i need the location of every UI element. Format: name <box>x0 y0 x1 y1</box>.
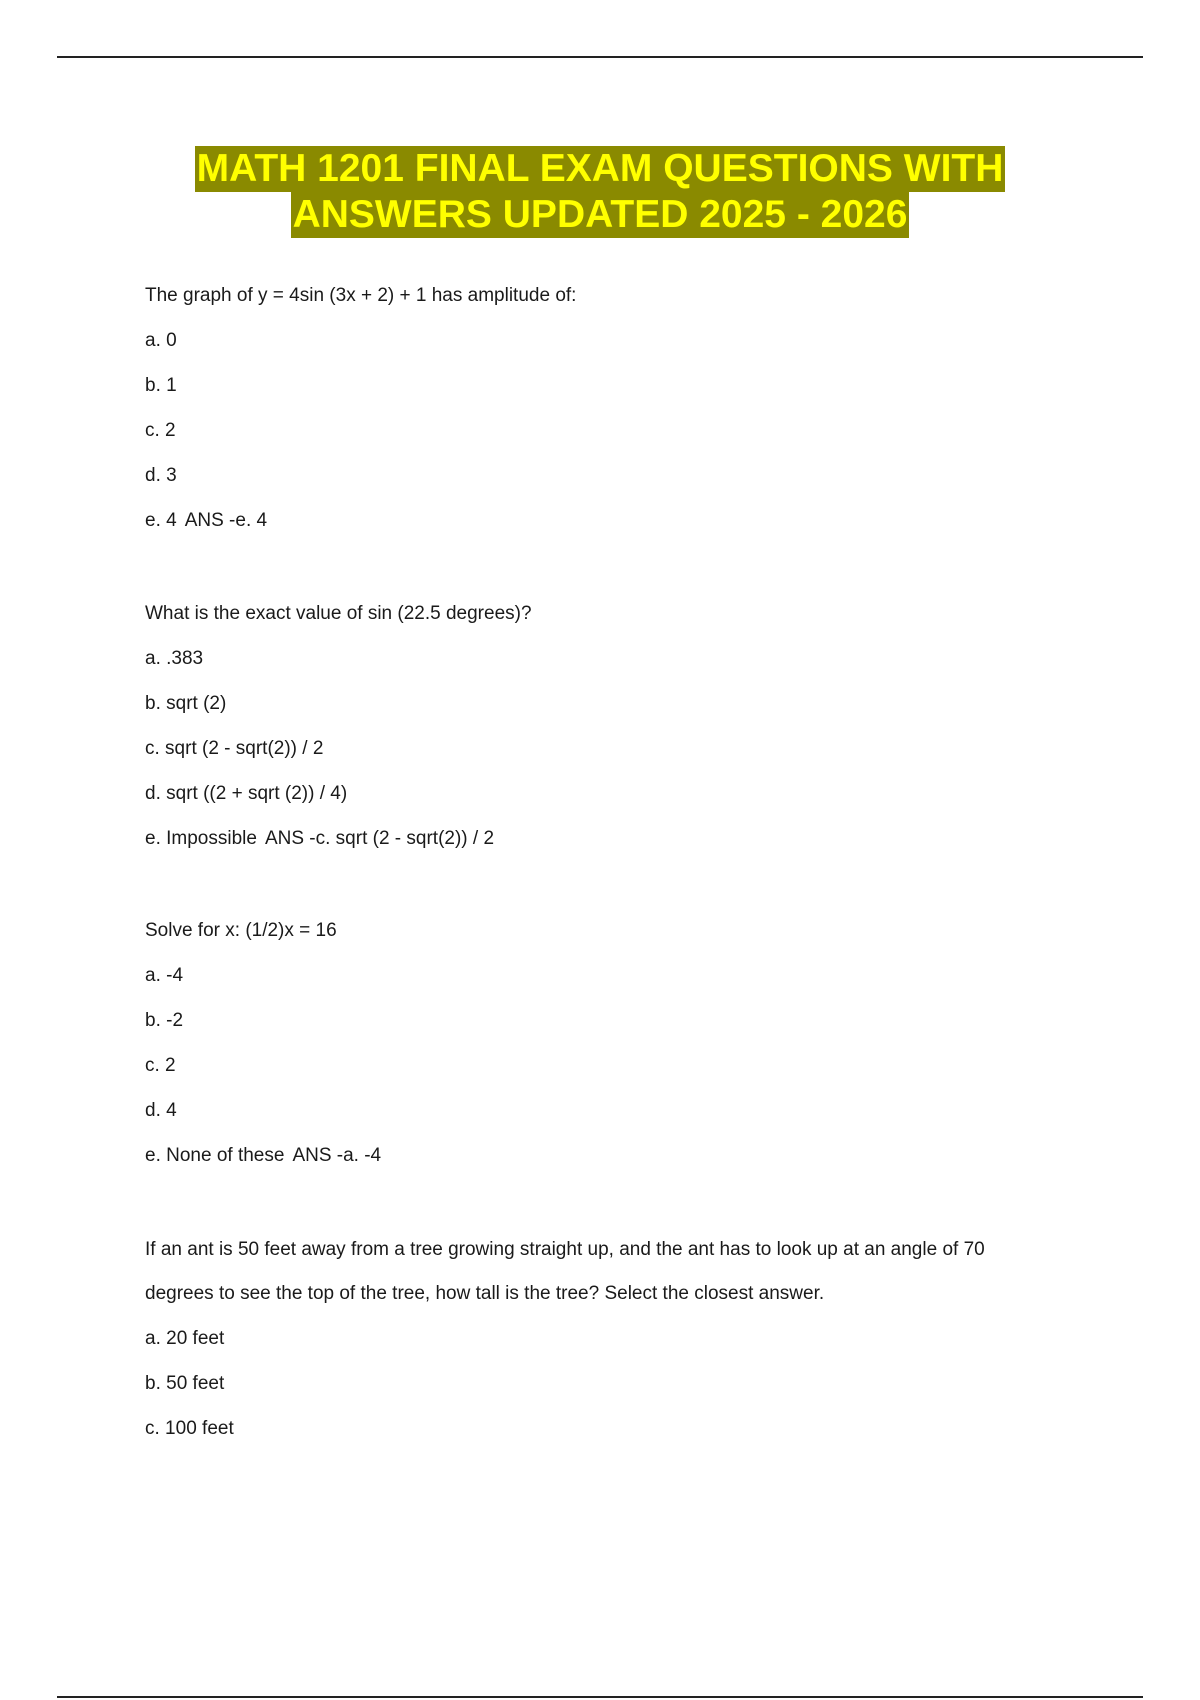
answer-label: ANS -c. sqrt (2 - sqrt(2)) / 2 <box>264 828 495 849</box>
answer-label: ANS -a. -4 <box>292 1145 382 1166</box>
option-c: c. 2 <box>145 420 176 441</box>
question-stem-line-1: If an ant is 50 feet away from a tree growing straight up, and the ant has to look up at an angle of 70 <box>145 1239 985 1260</box>
option-e: e. None of these ANS -a. -4 <box>145 1145 382 1166</box>
option-list <box>145 953 1045 1178</box>
option-d: d. 3 <box>145 465 177 486</box>
bottom-rule <box>57 1696 1143 1698</box>
option-list <box>145 318 1045 543</box>
question-stem: Solve for x: (1/2)x = 16 <box>145 920 337 941</box>
option-c: c. sqrt (2 - sqrt(2)) / 2 <box>145 738 324 759</box>
top-rule <box>57 56 1143 58</box>
document-title <box>0 146 1200 238</box>
option-c: c. 100 feet <box>145 1418 234 1439</box>
option-a: a. -4 <box>145 965 184 986</box>
option-b: b. 50 feet <box>145 1373 225 1394</box>
title-line-1: MATH 1201 FINAL EXAM QUESTIONS WITH <box>196 147 1004 190</box>
question-stem: What is the exact value of sin (22.5 degrees)? <box>145 603 532 624</box>
option-d: d. 4 <box>145 1100 177 1121</box>
option-d: d. sqrt ((2 + sqrt (2)) / 4) <box>145 783 348 804</box>
question-stem: The graph of y = 4sin (3x + 2) + 1 has amplitude of: <box>145 285 577 306</box>
question-stem-line-2: degrees to see the top of the tree, how tall is the tree? Select the closest answer. <box>145 1283 825 1304</box>
option-e: e. 4 ANS -e. 4 <box>145 510 268 531</box>
option-a: a. .383 <box>145 648 204 669</box>
option-c: c. 2 <box>145 1055 176 1076</box>
option-a: a. 20 feet <box>145 1328 225 1349</box>
option-list <box>145 1316 1045 1451</box>
option-b: b. 1 <box>145 375 177 396</box>
question-3 <box>145 909 1045 1178</box>
option-list <box>145 636 1045 861</box>
question-4 <box>145 1228 1045 1451</box>
option-b: b. sqrt (2) <box>145 693 227 714</box>
question-1 <box>145 274 1045 543</box>
option-a: a. 0 <box>145 330 177 351</box>
answer-label: ANS -e. 4 <box>184 510 268 531</box>
option-e: e. Impossible ANS -c. sqrt (2 - sqrt(2)) / 2 <box>145 828 495 849</box>
title-line-2: ANSWERS UPDATED 2025 - 2026 <box>292 193 908 236</box>
option-b: b. -2 <box>145 1010 184 1031</box>
question-2 <box>145 592 1045 861</box>
